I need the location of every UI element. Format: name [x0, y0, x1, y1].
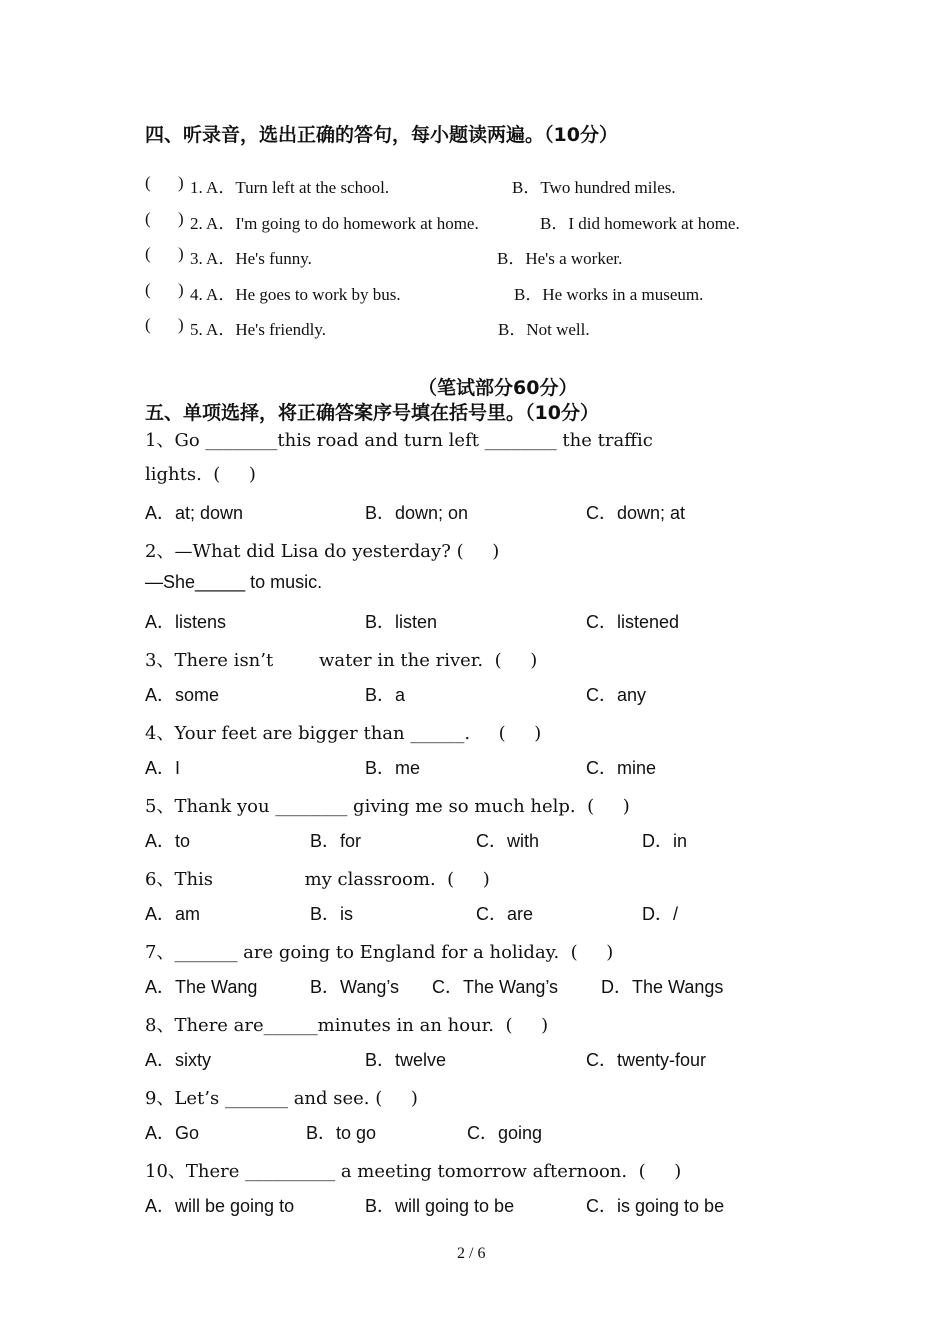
- s4-q5-option-b: B．Not well.: [498, 320, 590, 339]
- q3-option-b: B．a: [365, 685, 406, 705]
- q4-option-a: A．I: [145, 758, 181, 778]
- s4-q5-option-a: 5. A．He's friendly.: [190, 320, 327, 339]
- q3-option-c: C．any: [586, 685, 647, 705]
- q2-stem-line2: —She_____ to music.: [145, 572, 323, 592]
- q9-stem: 9、Let’s _______ and see. ( ): [145, 1088, 418, 1109]
- s4-q2-option-a: 2. A．I'm going to do homework at home.: [190, 214, 479, 233]
- s4-q4-option-a: 4. A．He goes to work by bus.: [190, 285, 401, 304]
- q3-stem: 3、There isn’t water in the river. ( ): [145, 650, 538, 671]
- q9-option-a: A．Go: [145, 1123, 200, 1143]
- q10-option-a: A．will be going to: [145, 1196, 295, 1216]
- section-4-title: 四、听录音，选出正确的答句，每小题读两遍。（10分）: [145, 124, 618, 146]
- q5-option-b: B．for: [310, 831, 362, 851]
- s4-paren-open-1: (: [145, 173, 151, 192]
- q1-option-b: B．down; on: [365, 503, 469, 523]
- q7-stem: 7、_______ are going to England for a holiday. ( ): [145, 942, 614, 963]
- q1-option-a: A．at; down: [145, 503, 244, 523]
- q6-stem: 6、This my classroom. ( ): [145, 869, 490, 890]
- q7-option-c: C．The Wang’s: [432, 977, 559, 997]
- s4-q3-option-b: B．He's a worker.: [497, 249, 623, 268]
- q7-option-a: A．The Wang: [145, 977, 258, 997]
- q4-option-c: C．mine: [586, 758, 657, 778]
- q2-option-a: A．listens: [145, 612, 227, 632]
- s4-q1-option-a: 1. A．Turn left at the school.: [190, 178, 390, 197]
- s4-q1-option-b: B．Two hundred miles.: [512, 178, 676, 197]
- q1-stem-line2: lights. ( ): [145, 464, 256, 485]
- q2-stem-line1: 2、—What did Lisa do yesterday? ( ): [145, 541, 500, 562]
- q10-stem: 10、There __________ a meeting tomorrow afternoon. ( ): [145, 1161, 682, 1182]
- q8-option-b: B．twelve: [365, 1050, 447, 1070]
- q8-stem: 8、There are______minutes in an hour. ( ): [145, 1015, 549, 1036]
- q5-stem: 5、Thank you ________ giving me so much help. ( ): [145, 796, 630, 817]
- s4-paren-close-1: ): [178, 173, 184, 192]
- q6-option-a: A．am: [145, 904, 201, 924]
- q5-option-a: A．to: [145, 831, 191, 851]
- q9-option-b: B．to go: [306, 1123, 377, 1143]
- q10-option-c: C．is going to be: [586, 1196, 725, 1216]
- q2-option-b: B．listen: [365, 612, 438, 632]
- s4-q3-option-a: 3. A．He's funny.: [190, 249, 312, 268]
- written-part-title: （笔试部分60分）: [418, 377, 578, 399]
- s4-paren-open-2: (: [145, 209, 151, 228]
- q6-option-c: C．are: [476, 904, 534, 924]
- q5-option-c: C．with: [476, 831, 540, 851]
- s4-paren-close-5: ): [178, 315, 184, 334]
- q4-stem: 4、Your feet are bigger than ______. ( ): [145, 723, 542, 744]
- s4-paren-close-3: ): [178, 244, 184, 263]
- s4-paren-open-4: (: [145, 280, 151, 299]
- q8-option-a: A．sixty: [145, 1050, 212, 1070]
- s4-q4-option-b: B．He works in a museum.: [514, 285, 704, 304]
- s4-paren-close-4: ): [178, 280, 184, 299]
- q7-option-b: B．Wang’s: [310, 977, 400, 997]
- section-5-title: 五、单项选择，将正确答案序号填在括号里。（10分）: [145, 402, 599, 424]
- s4-paren-open-3: (: [145, 244, 151, 263]
- q1-stem-line1: 1、Go ________this road and turn left ________ the traffic: [145, 430, 653, 451]
- q6-option-d: D．/: [642, 904, 678, 924]
- q9-option-c: C．going: [467, 1123, 543, 1143]
- s4-paren-open-5: (: [145, 315, 151, 334]
- q1-option-c: C．down; at: [586, 503, 686, 523]
- q8-option-c: C．twenty-four: [586, 1050, 707, 1070]
- q6-option-b: B．is: [310, 904, 354, 924]
- q3-option-a: A．some: [145, 685, 220, 705]
- q7-option-d: D．The Wangs: [601, 977, 724, 997]
- q10-option-b: B．will going to be: [365, 1196, 515, 1216]
- page-number: 2 / 6: [457, 1245, 486, 1262]
- s4-q2-option-b: B．I did homework at home.: [540, 214, 740, 233]
- q4-option-b: B．me: [365, 758, 421, 778]
- q5-option-d: D．in: [642, 831, 688, 851]
- s4-paren-close-2: ): [178, 209, 184, 228]
- q2-option-c: C．listened: [586, 612, 680, 632]
